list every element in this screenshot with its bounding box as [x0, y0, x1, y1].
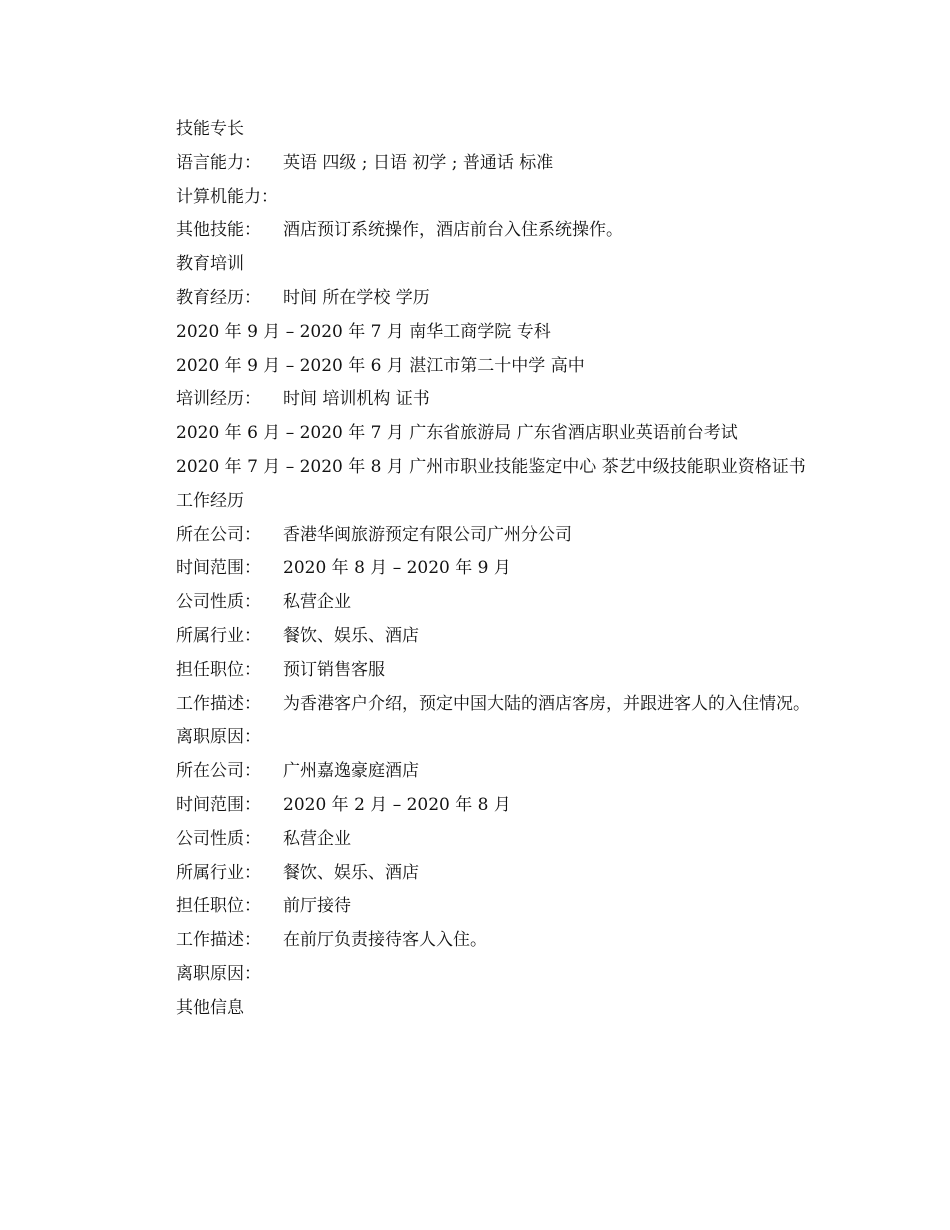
text-line — [140, 992, 816, 1026]
text-line — [140, 924, 816, 958]
text-line — [140, 350, 816, 384]
line-label: 工作描述： — [176, 930, 261, 951]
line-label: 离职原因： — [176, 727, 261, 748]
line-value: 香港华闽旅游预定有限公司广州分公司 — [283, 524, 572, 545]
text-line — [140, 552, 816, 586]
line-value: 2020 年 8 月 – 2020 年 9 月 — [283, 558, 511, 579]
line-label: 离职原因： — [176, 963, 261, 984]
text-line — [140, 721, 816, 755]
line-value: 预订销售客服 — [283, 659, 385, 680]
line-value: 英语 四级 ; 日语 初学 ; 普通话 标准 — [283, 152, 554, 173]
line-value: 餐饮、娱乐、酒店 — [283, 625, 419, 646]
line-label: 其他信息 — [176, 997, 244, 1018]
line-label: 2020 年 9 月 – 2020 年 7 月 南华工商学院 专科 — [176, 321, 551, 342]
text-line — [140, 890, 816, 924]
text-line — [140, 857, 816, 891]
line-label: 公司性质： — [176, 828, 261, 849]
line-label: 其他技能： — [176, 220, 261, 241]
text-line — [140, 485, 816, 519]
line-label: 所属行业： — [176, 862, 261, 883]
line-label: 培训经历： — [176, 389, 261, 410]
text-line — [140, 755, 816, 789]
line-value: 2020 年 2 月 – 2020 年 8 月 — [283, 794, 511, 815]
resume-body — [140, 113, 816, 1026]
text-line — [140, 958, 816, 992]
line-label: 时间范围： — [176, 558, 261, 579]
text-line — [140, 113, 816, 147]
line-label: 2020 年 7 月 – 2020 年 8 月 广州市职业技能鉴定中心 茶艺中级技能职业资格证书 — [176, 456, 806, 477]
text-line — [140, 282, 816, 316]
line-value: 在前厅负责接待客人入住。 — [283, 930, 487, 951]
line-label: 所在公司： — [176, 524, 261, 545]
line-label: 担任职位： — [176, 896, 261, 917]
line-label: 语言能力： — [176, 152, 261, 173]
line-label: 公司性质： — [176, 592, 261, 613]
text-line — [140, 147, 816, 181]
text-line — [140, 823, 816, 857]
line-label: 担任职位： — [176, 659, 261, 680]
text-line — [140, 451, 816, 485]
line-label: 所在公司： — [176, 761, 261, 782]
line-value: 餐饮、娱乐、酒店 — [283, 862, 419, 883]
text-line — [140, 383, 816, 417]
line-label: 所属行业： — [176, 625, 261, 646]
line-label: 计算机能力： — [176, 186, 278, 207]
text-line — [140, 519, 816, 553]
line-label: 教育经历： — [176, 287, 261, 308]
line-value: 时间 所在学校 学历 — [283, 287, 430, 308]
line-label: 工作经历 — [176, 490, 244, 511]
line-value: 前厅接待 — [283, 896, 351, 917]
text-line — [140, 214, 816, 248]
line-value: 私营企业 — [283, 828, 351, 849]
line-label: 技能专长 — [176, 119, 244, 139]
line-label: 2020 年 6 月 – 2020 年 7 月 广东省旅游局 广东省酒店职业英语前台考试 — [176, 423, 738, 444]
text-line — [140, 688, 816, 722]
text-line — [140, 248, 816, 282]
line-label: 工作描述： — [176, 693, 261, 714]
line-value: 为香港客户介绍，预定中国大陆的酒店客房，并跟进客人的入住情况。 — [283, 693, 810, 714]
line-value: 时间 培训机构 证书 — [283, 389, 430, 410]
line-value: 广州嘉逸豪庭酒店 — [283, 761, 419, 782]
line-label: 2020 年 9 月 – 2020 年 6 月 湛江市第二十中学 高中 — [176, 355, 585, 376]
text-line — [140, 417, 816, 451]
text-line — [140, 654, 816, 688]
text-line — [140, 181, 816, 215]
line-label: 时间范围： — [176, 794, 261, 815]
line-value: 酒店预订系统操作，酒店前台入住系统操作。 — [283, 220, 623, 241]
text-line — [140, 586, 816, 620]
text-line — [140, 789, 816, 823]
line-label: 教育培训 — [176, 254, 244, 275]
text-line — [140, 316, 816, 350]
text-line — [140, 620, 816, 654]
line-value: 私营企业 — [283, 592, 351, 613]
